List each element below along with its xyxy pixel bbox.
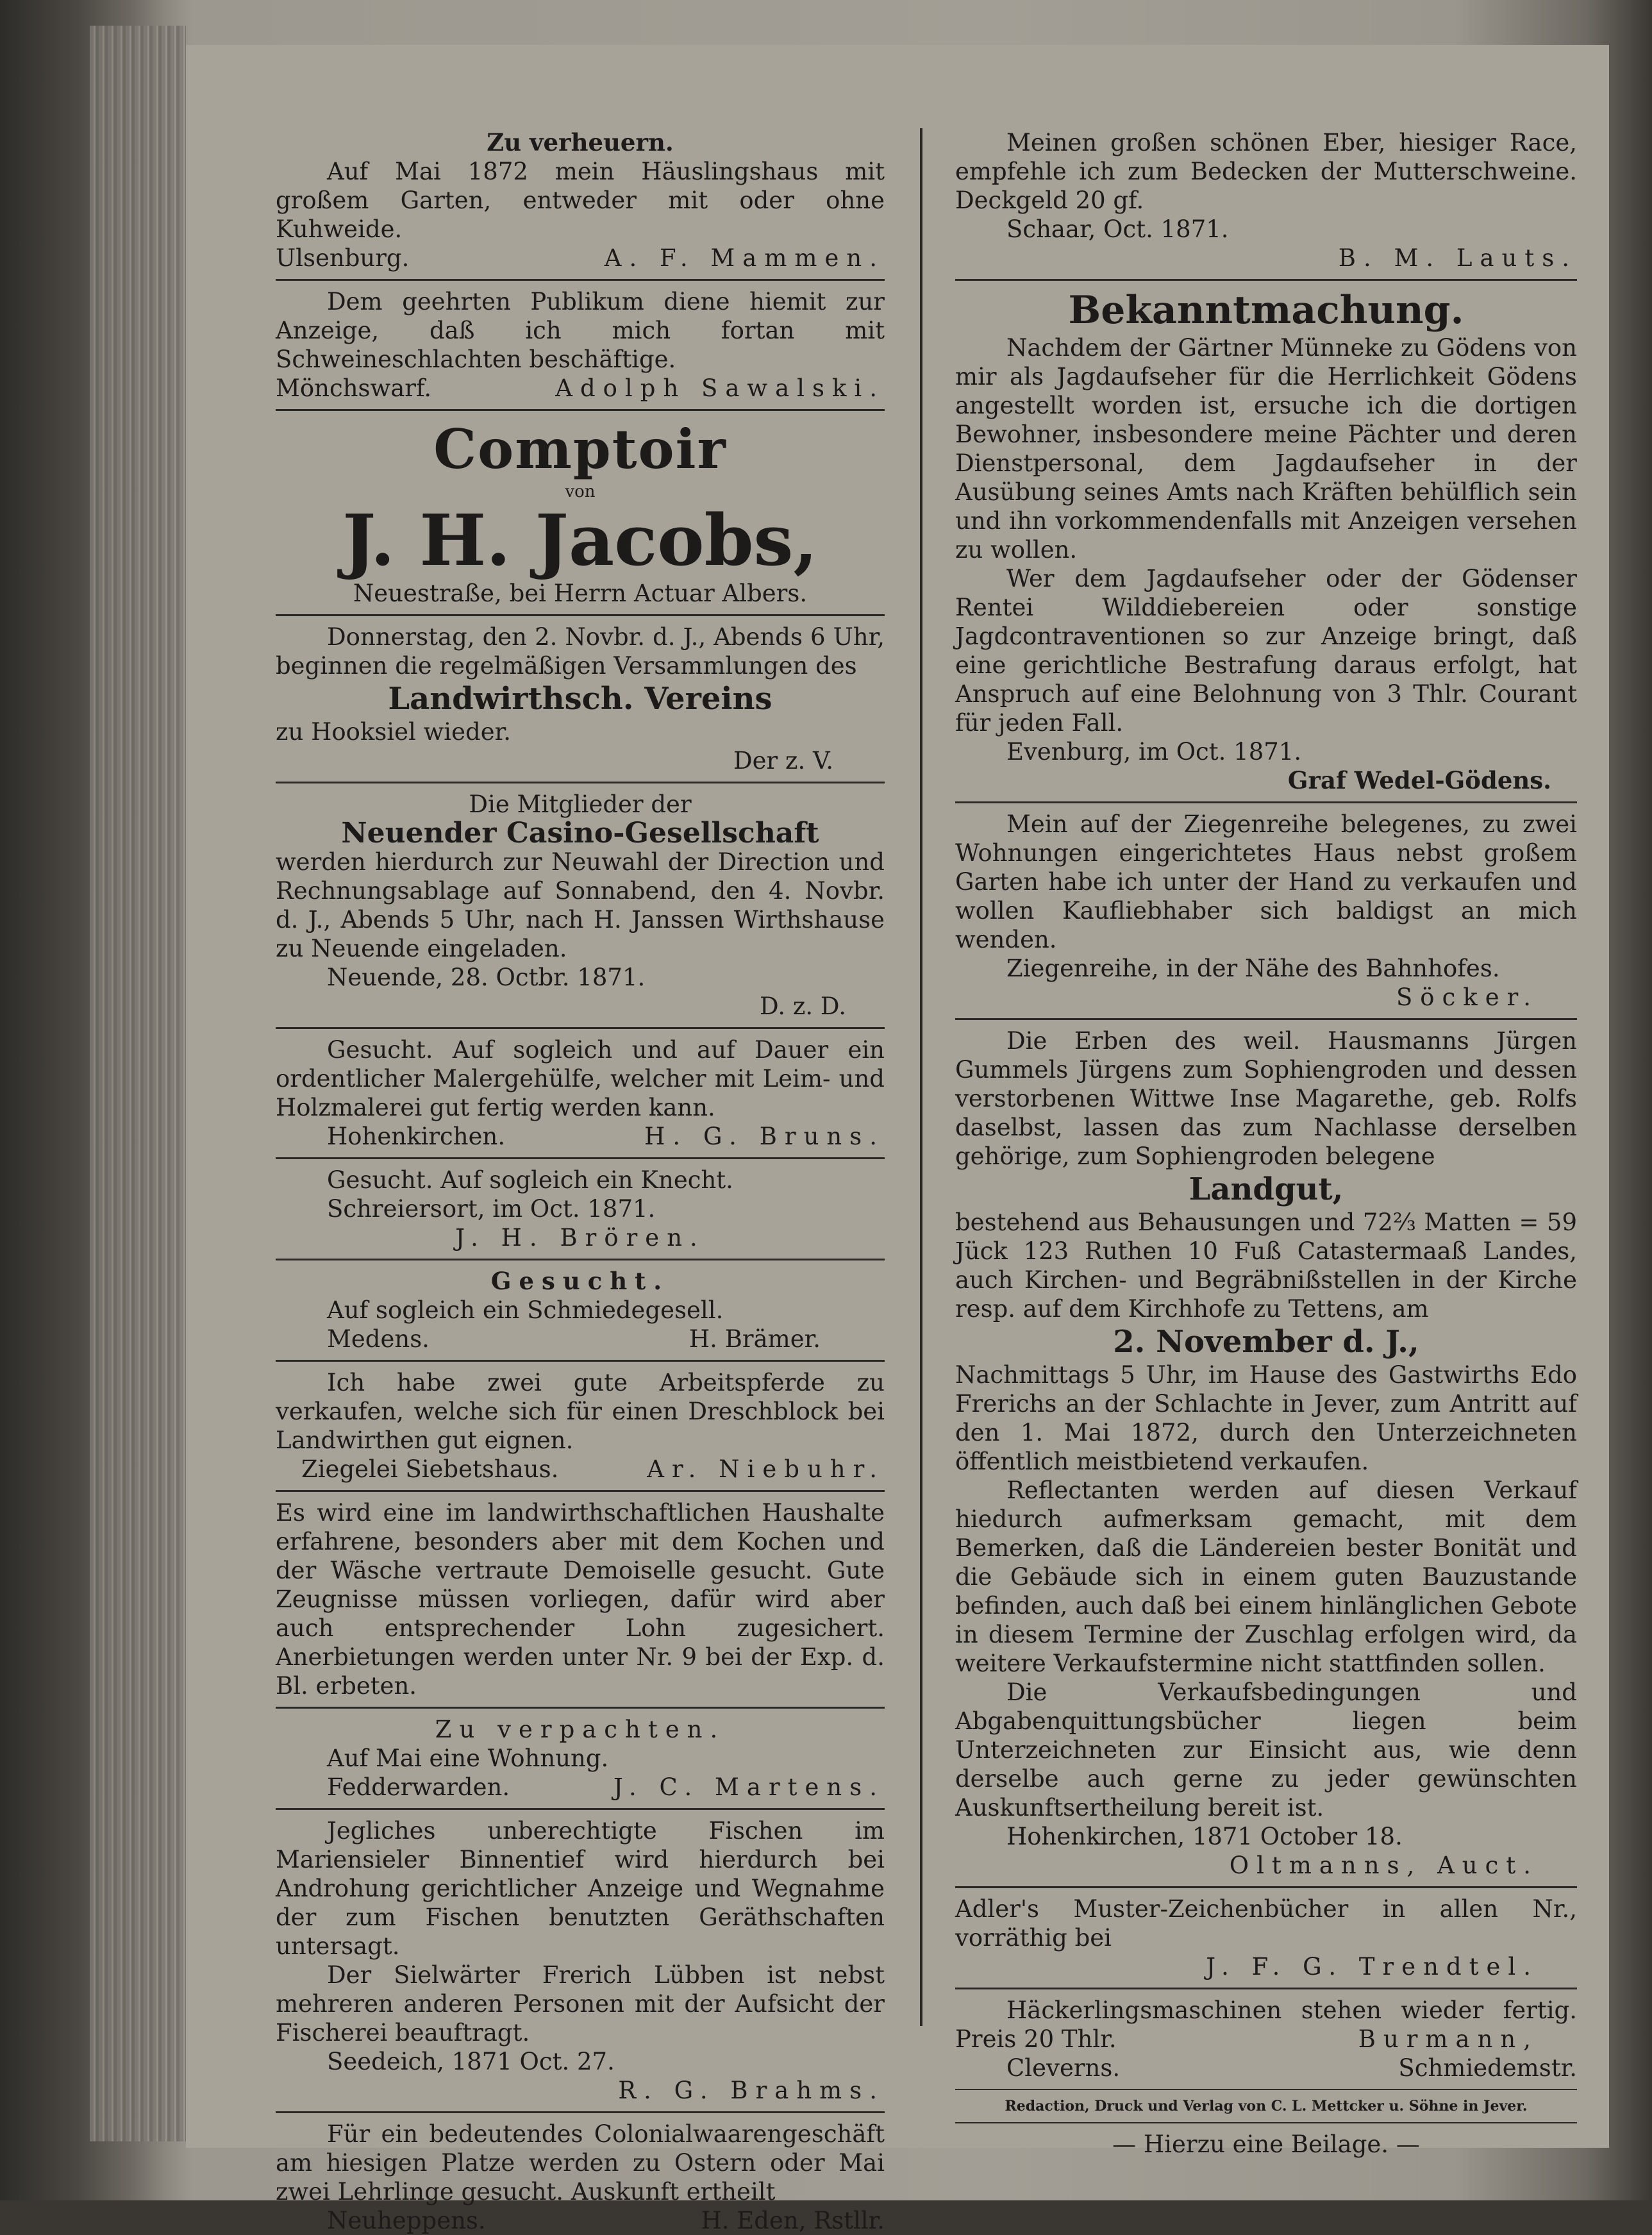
- ad-text: Für ein bedeutendes Colonialwaarengeschäft am hiesigen Platze werden zu Ostern oder Mai zwei Lehrlinge gesucht. Auskunft ertheilt: [276, 2120, 885, 2206]
- ad-signature: Söcker.: [1396, 984, 1539, 1011]
- left-column: [276, 128, 885, 2235]
- ad-place: Cleverns.: [1006, 2054, 1121, 2082]
- ad-signature: A. F. Mammen.: [604, 244, 885, 272]
- ad-zu-verpachten: [276, 1715, 885, 1802]
- ad-title: Zu verpachten.: [435, 1716, 726, 1743]
- ad-text-3: Nachmittags 5 Uhr, im Hause des Gastwirths Edo Frerichs an der Schlachte in Jever, zum Antritt auf den 1. Mai 1872, durch den Unterzeichneten öffentlich meistbietend verkaufen.: [955, 1361, 1577, 1475]
- ad-signature: J. C. Martens.: [613, 1773, 885, 1801]
- ad-place: Ziegelei Siebetshaus.: [301, 1455, 559, 1483]
- ad-signature: J. H. Brören.: [455, 1224, 705, 1251]
- ad-text: Es wird eine im landwirthschaftlichen Haushalte erfahrene, besonders aber mit dem Kochen und der Wäsche vertraute Demoiselle gesucht. Gute Zeugnisse müssen vorliegen, dafür wird aber auch entsprechender Lohn zugesichert. Anerbietungen werden unter Nr. 9 bei der Exp. d. Bl. erbeten.: [276, 1499, 885, 1700]
- imprint: Redaction, Druck und Verlag von C. L. Mettcker u. Söhne in Jever.: [1005, 2098, 1528, 2114]
- ad-text: Dem geehrten Publikum diene hiemit zur Anzeige, daß ich mich fortan mit Schweineschlachten beschäftige.: [276, 288, 885, 373]
- ad-text-2: Der Sielwärter Frerich Lübben ist nebst mehreren anderen Personen mit der Aufsicht der Fischerei beauftragt.: [276, 1961, 885, 2047]
- ad-date: Evenburg, im Oct. 1871.: [1006, 738, 1302, 766]
- ad-bekanntmachung-jagd: [955, 287, 1577, 795]
- ad-signature: B. M. Lauts.: [1338, 244, 1577, 272]
- ad-address: Neuestraße, bei Herrn Actuar Albers.: [353, 580, 808, 607]
- ad-place: Medens.: [327, 1325, 430, 1353]
- ad-lehrlinge: [276, 2120, 885, 2235]
- ad-text: werden hierdurch zur Neuwahl der Direction und Rechnungsablage auf Sonnabend, den 4. Novbr. d. J., Abends 5 Uhr, nach H. Janssen Wirthshause zu Neuende eingeladen.: [276, 848, 885, 962]
- ad-text-2: Wer dem Jagdaufseher oder der Gödenser Rentei Wilddiebereien oder sonstige Jagdcontraventionen so zur Anzeige bringt, daß eine gerichtliche Bestrafung daraus erfolgt, hat Anspruch auf eine Belohnung von 3 Thlr. Courant für jeden Fall.: [955, 565, 1577, 737]
- ad-title: Bekanntmachung.: [1068, 288, 1464, 333]
- ad-title: Gesucht.: [490, 1267, 670, 1295]
- ad-signature: Der z. V.: [733, 747, 833, 774]
- ad-arbeitspferde: [276, 1368, 885, 1484]
- ad-landgut: [955, 1026, 1577, 1880]
- ad-text: Meinen großen schönen Eber, hiesiger Race, empfehle ich zum Bedecken der Mutterschweine. Deckgeld 20 gf.: [955, 129, 1577, 214]
- right-column: [955, 128, 1577, 2159]
- ad-text: Gesucht. Auf sogleich und auf Dauer ein ordentlicher Malergehülfe, welcher mit Leim- und Holzmalerei gut fertig werden kann.: [276, 1036, 885, 1121]
- ad-role: Schmiedemstr.: [1398, 2054, 1577, 2082]
- ad-place: Ziegenreihe, in der Nähe des Bahnhofes.: [1006, 955, 1500, 982]
- ad-haus-ziegenreihe: [955, 810, 1577, 1012]
- ad-title: Landgut,: [1189, 1171, 1344, 1207]
- ad-text: Gesucht. Auf sogleich ein Knecht.: [327, 1166, 733, 1194]
- ad-comptoir: [276, 417, 885, 608]
- ad-intro: Die Mitglieder der: [469, 791, 692, 818]
- ad-signature: Adolph Sawalski.: [555, 374, 885, 402]
- ad-place: Ulsenburg.: [276, 244, 410, 272]
- ad-casino-gesellschaft: [276, 790, 885, 1021]
- ad-text: Adler's Muster-Zeichenbücher in allen Nr., vorräthig bei: [955, 1895, 1577, 1952]
- ad-signature: H. Eden, Rstllr.: [701, 2207, 885, 2234]
- ad-title: Neuender Casino-Gesellschaft: [341, 817, 819, 850]
- ad-text-2: bestehend aus Behausungen und 72⅔ Matten = 59 Jück 123 Ruthen 10 Fuß Catastermaaß Landes, auch Kirchen- und Begräbnißstellen in der Kirche resp. auf dem Kirchhofe zu Tettens, am: [955, 1209, 1577, 1323]
- ad-date: Neuende, 28. Octbr. 1871.: [327, 964, 646, 991]
- ad-text: Nachdem der Gärtner Münneke zu Gödens von mir als Jagdaufseher für die Herrlichkeit Gödens angestellt worden ist, ersuche ich die dortigen Bewohner, insbesondere meine Pächter und deren Dienstpersonal, dem Jagdaufseher in der Ausübung seines Amts nach Kräften behülflich sein und ihn vorkommendenfalls mit Anzeigen versehen zu wollen.: [955, 334, 1577, 564]
- ad-date: Schreiersort, im Oct. 1871.: [327, 1195, 656, 1223]
- ad-haeckerlingsmaschinen: [955, 1996, 1577, 2082]
- ad-text: Donnerstag, den 2. Novbr. d. J., Abends 6 Uhr, beginnen die regelmäßigen Versammlungen des: [276, 623, 885, 680]
- ad-text: Mein auf der Ziegenreihe belegenes, zu zwei Wohnungen eingerichtetes Haus nebst großem Garten habe ich unter der Hand zu verkaufen und wollen Kaufliebhaber sich baldigst an mich wenden.: [955, 810, 1577, 953]
- ad-text: Jegliches unberechtigte Fischen im Mariensieler Binnentief wird hierdurch bei Androhung gerichtlicher Anzeige und Wegnahme der zum Fischen benutzten Geräthschaften untersagt.: [276, 1817, 885, 1960]
- ad-knecht: [276, 1166, 885, 1252]
- ad-date-title: 2. November d. J.,: [1113, 1324, 1419, 1360]
- ad-text: Häckerlingsmaschinen stehen wieder fertig. Preis 20 Thlr.: [955, 1996, 1577, 2053]
- ad-malergehuelfe: [276, 1035, 885, 1151]
- ad-text: Auf Mai 1872 mein Häuslingshaus mit großem Garten, entweder mit oder ohne Kuhweide.: [276, 158, 885, 243]
- ad-date: Hohenkirchen, 1871 October 18.: [1006, 1823, 1403, 1850]
- ad-text: Auf sogleich ein Schmiedegesell.: [327, 1296, 724, 1324]
- ad-text: Ich habe zwei gute Arbeitspferde zu verkaufen, welche sich für einen Dreschblock bei Landwirthen gut eignen.: [276, 1369, 885, 1454]
- ad-text-5: Die Verkaufsbedingungen und Abgabenquittungsbücher liegen beim Unterzeichneten zur Einsicht aus, wie denn derselbe auch gerne zu jeder gewünschten Auskunftsertheilung bereit ist.: [955, 1678, 1577, 1821]
- ad-schmiedegesell: [276, 1267, 885, 1353]
- ad-firm-name: J. H. Jacobs,: [342, 499, 818, 582]
- ad-zu-verheuern: [276, 128, 885, 272]
- column-divider: [920, 128, 922, 2026]
- ad-signature: H. G. Bruns.: [644, 1123, 885, 1150]
- ad-text: Die Erben des weil. Hausmanns Jürgen Gummels Jürgens zum Sophiengroden und dessen verstorbenen Wittwe Inse Magarethe, geb. Rolfs daselbst, lassen das zum Nachlasse derselben gehörige, zum Sophiengroden belegene: [955, 1027, 1577, 1170]
- book-page-edges: [90, 26, 186, 2141]
- ad-muster-zeichenbuecher: [955, 1895, 1577, 1981]
- ad-signature: J. F. G. Trendtel.: [1206, 1953, 1539, 1980]
- ad-title: Zu verheuern.: [487, 128, 674, 156]
- ad-signature: Ar. Niebuhr.: [647, 1455, 885, 1483]
- ad-text-2: zu Hooksiel wieder.: [276, 718, 512, 746]
- ad-schweineschlachten: [276, 287, 885, 403]
- ad-signature: Burmann,: [1358, 2025, 1539, 2053]
- ad-signature: Graf Wedel-Gödens.: [1287, 766, 1551, 794]
- ad-signature: Oltmanns, Auct.: [1229, 1852, 1539, 1879]
- ad-place: Mönchswarf.: [276, 374, 432, 402]
- ad-place: Neuheppens.: [327, 2207, 486, 2234]
- ad-title: Comptoir: [433, 417, 727, 481]
- ad-text: Auf Mai eine Wohnung.: [327, 1745, 609, 1772]
- ad-signature: R. G. Brahms.: [618, 2077, 885, 2104]
- ad-fischen-verboten: [276, 1816, 885, 2105]
- ad-text-4: Reflectanten werden auf diesen Verkauf hiedurch aufmerksam gemacht, mit dem Bemerken, daß die Ländereien bester Bonität und die Gebäude sich in einem guten Bauzustande befinden, auch daß bei einem hinlänglichen Gebote in diesem Termine der Zuschlag erfolgen wird, da weitere Verkaufstermine nicht stattfinden sollen.: [955, 1477, 1577, 1677]
- ad-place: Fedderwarden.: [327, 1773, 510, 1801]
- ad-date: Seedeich, 1871 Oct. 27.: [327, 2048, 615, 2075]
- ad-eber: [955, 128, 1577, 272]
- ad-place: Hohenkirchen.: [327, 1123, 506, 1150]
- ad-signature: D. z. D.: [760, 992, 846, 1020]
- ad-landwirthsch-verein: [276, 623, 885, 775]
- ad-date: Schaar, Oct. 1871.: [1006, 215, 1229, 243]
- ad-signature: H. Brämer.: [688, 1325, 821, 1353]
- ad-demoiselle: [276, 1498, 885, 1700]
- ad-von: von: [565, 482, 596, 501]
- ad-title: Landwirthsch. Vereins: [388, 681, 772, 717]
- supplement-note: — Hierzu eine Beilage. —: [1112, 2130, 1420, 2158]
